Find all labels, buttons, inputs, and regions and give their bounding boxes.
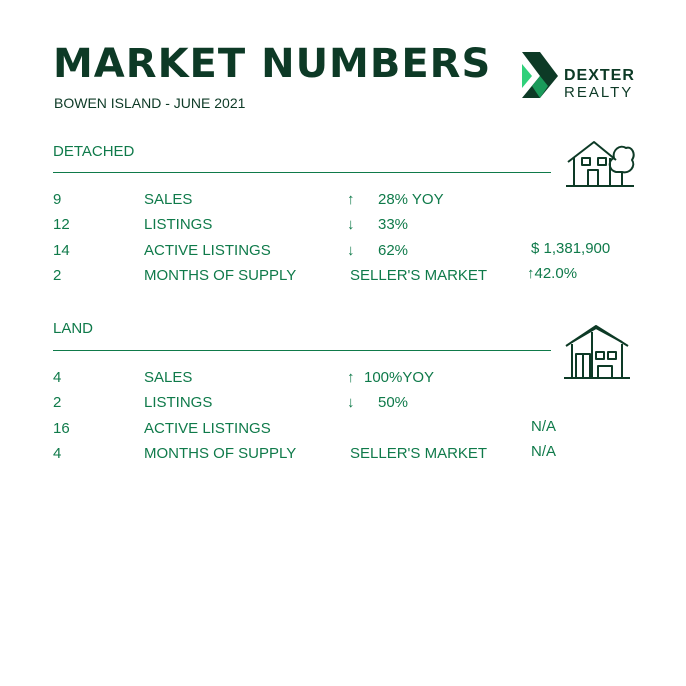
table-row [0,394,686,416]
arrow-down-icon: ↓ [347,216,355,233]
section-divider [53,172,551,173]
house-with-tree-icon [564,134,636,190]
arrow-up-icon: ↑ [347,369,355,386]
row-value: 2 [53,394,62,411]
row-change: 28% YOY [378,191,444,208]
table-row [0,445,686,467]
row-value: 2 [53,267,62,284]
table-row [0,369,686,391]
row-value: 9 [53,191,62,208]
table-row [0,267,686,289]
price-change [527,265,577,282]
row-label: LISTINGS [144,216,213,233]
market-status: SELLER'S MARKET [350,445,488,462]
row-label: ACTIVE LISTINGS [144,420,271,437]
market-status: SELLER'S MARKET [350,267,488,284]
benchmark-price: N/A [531,418,557,435]
section-label-detached: DETACHED [53,143,135,160]
table-row [0,191,686,213]
row-label: ACTIVE LISTINGS [144,242,271,259]
row-change: 50% [378,394,409,411]
row-label: SALES [144,369,193,386]
section-label-land: LAND [53,320,94,337]
row-label: MONTHS OF SUPPLY [144,445,297,462]
arrow-up-icon: ↑ [527,265,535,282]
row-value: 12 [53,216,70,233]
table-row [0,216,686,238]
arrow-down-icon: ↓ [347,394,355,411]
logo-mark-icon [520,50,564,100]
row-label: LISTINGS [144,394,213,411]
dexter-realty-logo [520,50,640,100]
section-divider [53,350,551,351]
row-label: SALES [144,191,193,208]
row-change: 100%YOY [364,369,435,386]
row-change: 33% [378,216,409,233]
logo-text-dexter: DEXTER [564,67,635,84]
table-row [0,420,686,442]
arrow-up-icon: ↑ [347,191,355,208]
price-change-value: 42.0% [534,265,578,282]
row-label: MONTHS OF SUPPLY [144,267,297,284]
row-change: 62% [378,242,409,259]
row-value: 14 [53,242,70,259]
benchmark-price: $ 1,381,900 [531,240,611,257]
row-value: 4 [53,445,62,462]
page-subtitle: BOWEN ISLAND - JUNE 2021 [54,95,246,111]
arrow-down-icon: ↓ [347,242,355,259]
row-value: 16 [53,420,70,437]
logo-text-realty: REALTY [564,84,634,101]
price-change: N/A [531,443,557,460]
row-value: 4 [53,369,62,386]
page-title: MARKET NUMBERS [53,41,492,87]
